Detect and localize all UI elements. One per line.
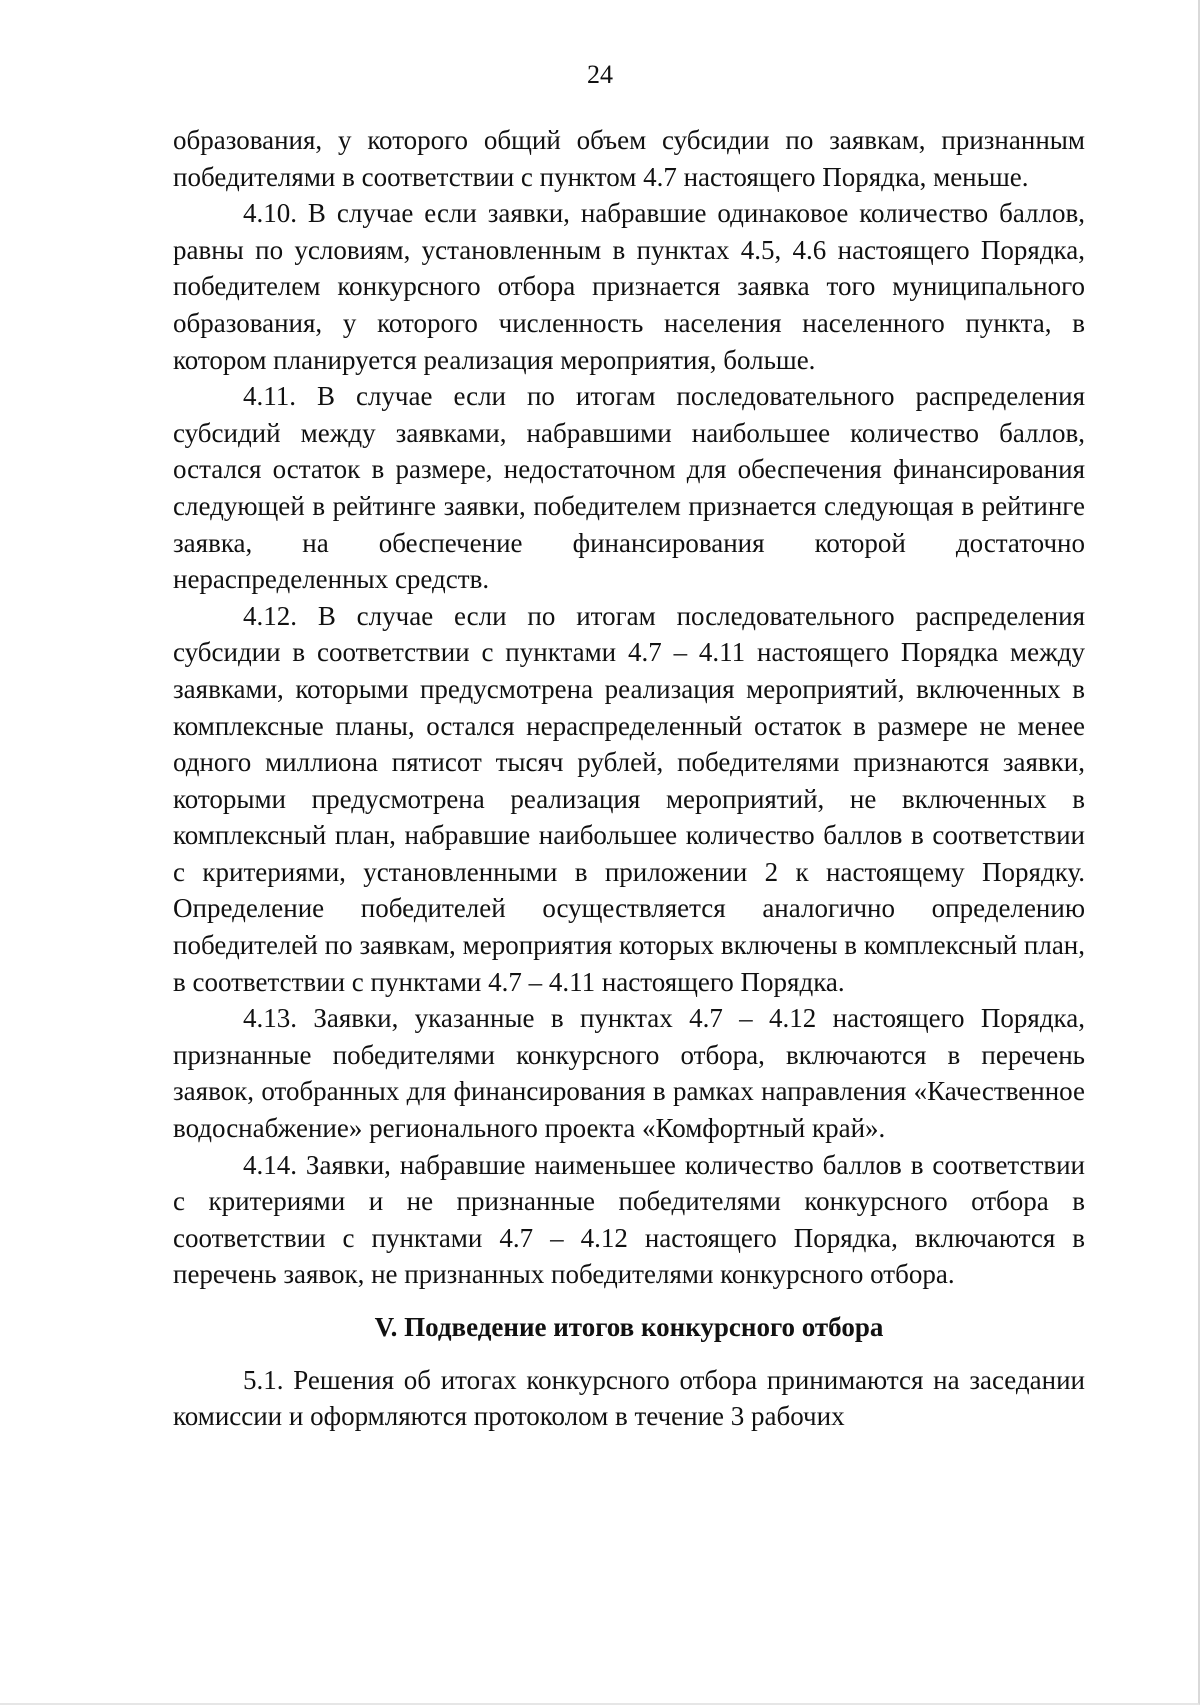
paragraph-4-12: 4.12. В случае если по итогам последовательного распределения субсидии в соответствии с пунктами 4.7 – 4.11 настоящего Порядка между заявками, которыми предусмотрена реализация мероприятий, включенных в комплексные планы, остался нераспределенный остаток в размере не менее одного миллиона пятисот тысяч рублей, победителями признаются заявки, которыми предусмотрена реализация мероприятий, не включенных в комплексный план, набравшие наибольшее количество баллов в соответствии с критериями, установленными в приложении 2 к настоящему Порядку. Определение победителей осуществляется аналогично определению победителей по заявкам, мероприятия которых включены в комплексный план, в соответствии с пунктами 4.7 – 4.11 настоящего Порядка.: [173, 600, 1085, 997]
document-body: [173, 122, 1085, 1435]
section-title: V. Подведение итогов конкурсного отбора: [374, 1312, 884, 1342]
paragraph-continuation: образования, у которого общий объем субсидии по заявкам, признанным победителями в соответствии с пунктом 4.7 настоящего Порядка, меньше.: [173, 125, 1085, 192]
page-number: 24: [587, 60, 613, 89]
paragraph-4-13: 4.13. Заявки, указанные в пунктах 4.7 – 4.12 настоящего Порядка, признанные победителями конкурсного отбора, включаются в перечень заявок, отобранных для финансирования в рамках направления «Качественное водоснабжение» регионального проекта «Комфортный край».: [173, 1003, 1085, 1144]
paragraph-4-11: 4.11. В случае если по итогам последовательного распределения субсидий между заявками, набравшими наибольшее количество баллов, остался остаток в размере, недостаточном для обеспечения финансирования следующей в рейтинге заявки, победителем признается следующая в рейтинге заявка, на обеспечение финансирования которой достаточно нераспределенных средств.: [173, 381, 1085, 595]
paragraph-5-1: 5.1. Решения об итогах конкурсного отбора принимаются на заседании комиссии и оформляются протоколом в течение 3 рабочих: [173, 1364, 1085, 1432]
paragraph-4-10: 4.10. В случае если заявки, набравшие одинаковое количество баллов, равны по условиям, установленным в пунктах 4.5, 4.6 настоящего Порядка, победителем конкурсного отбора признается заявка того муниципального образования, у которого численность населения населенного пункта, в котором планируется реализация мероприятия, больше.: [173, 198, 1085, 375]
paragraph-4-14: 4.14. Заявки, набравшие наименьшее количество баллов в соответствии с критериями и не признанные победителями конкурсного отбора в соответствии с пунктами 4.7 – 4.12 настоящего Порядка, включаются в перечень заявок, не признанных победителями конкурсного отбора.: [173, 1149, 1085, 1290]
